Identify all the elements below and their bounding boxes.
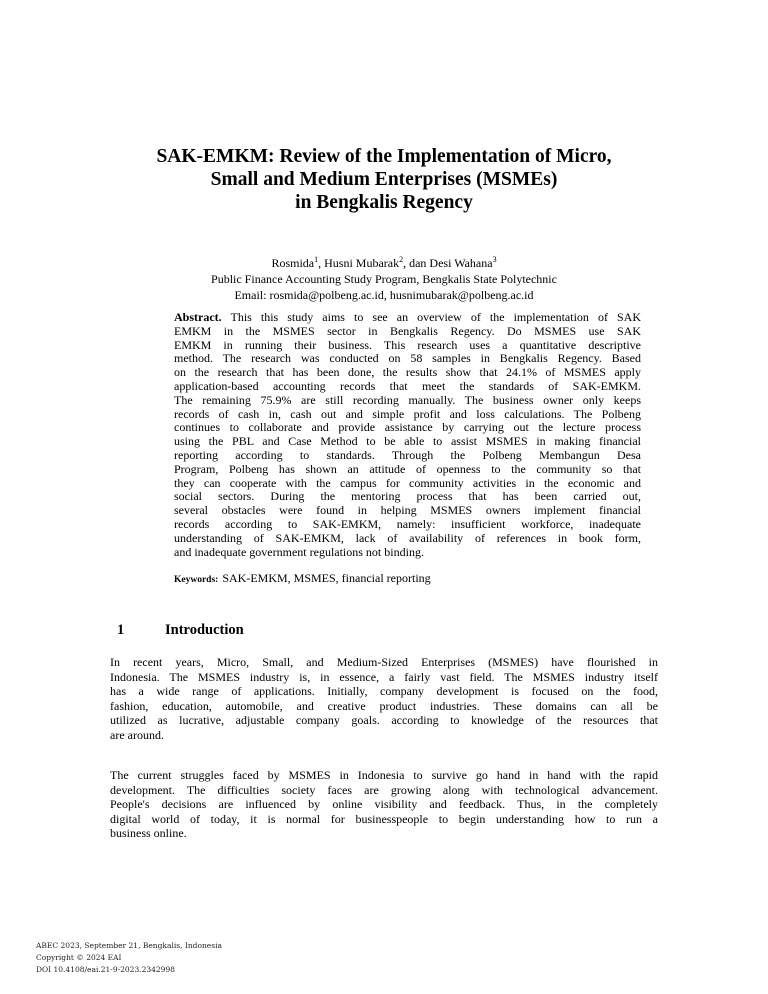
text-line: utilized as lucrative, adjustable company goals. according to knowledge of the resources that xyxy=(110,713,658,727)
text-line: several obstacles were found in helping MSMES owners implement financial xyxy=(174,504,641,518)
text-line: Indonesia. The MSMES industry is, in essence, a fairly vast field. The MSMES industry itself xyxy=(110,669,658,684)
section-heading xyxy=(117,622,244,639)
email: Email: rosmida@polbeng.ac.id, husnimubarak@polbeng.ac.id xyxy=(234,288,534,302)
text-line: reporting according to standards. Through the Polbeng Membangun Desa xyxy=(174,448,641,462)
footer-doi: DOI 10.4108/eai.21-9-2023.2342998 xyxy=(36,965,175,974)
text-line: digital world of today, it is normal for businesspeople to begin understanding how to run a xyxy=(110,811,658,826)
author: , Husni Mubarak xyxy=(318,256,400,270)
text-line: In recent years, Micro, Small, and Medium-Sized Enterprises (MSMES) have flourished in xyxy=(110,655,658,669)
text-line: understanding of SAK-EMKM, lack of availability of references in book form, xyxy=(174,531,641,545)
text-line: Program, Polbeng has shown an attitude of openness to the community so that xyxy=(174,462,641,476)
text-line: EMKM in the MSMES sector in Bengkalis Regency. Do MSMES use SAK xyxy=(174,324,641,338)
text-line: are around. xyxy=(110,727,164,742)
section-title: Introduction xyxy=(165,622,244,638)
text-line: records of cash in, cash out and simple profit and loss calculations. The Polbeng xyxy=(174,407,641,421)
text-line: application-based accounting records that meet the standards of SAK-EMKM. xyxy=(174,379,641,393)
text-line: People's decisions are influenced by online visibility and feedback. Thus, in the completely xyxy=(110,797,658,811)
title-line: Small and Medium Enterprises (MSMEs) xyxy=(210,169,558,190)
affil-mark: 1 xyxy=(314,255,319,264)
body-paragraph xyxy=(110,655,658,742)
keywords-text: SAK-EMKM, MSMES, financial reporting xyxy=(222,571,431,585)
text-line: they can cooperate with the campus for community activities in the economic and xyxy=(174,476,641,490)
paper-title xyxy=(0,145,768,214)
title-line: in Bengkalis Regency xyxy=(295,192,473,213)
text-line: using the PBL and Case Method to be able to assist MSMES in making financial xyxy=(174,435,641,449)
text-line: The current struggles faced by MSMES in Indonesia to survive go hand in hand with the rapid xyxy=(110,768,658,782)
author-block xyxy=(0,252,768,303)
body-paragraph xyxy=(110,768,658,841)
abstract-label: Abstract. xyxy=(174,311,222,324)
keywords xyxy=(174,571,431,586)
text-line: fashion, education, automobile, and creative product industries. These domains can all be xyxy=(110,698,658,713)
abstract xyxy=(174,311,641,559)
affil-mark: 3 xyxy=(492,255,497,264)
text-line: records according to SAK-EMKM, namely: insufficient workforce, inadequate xyxy=(174,517,641,531)
title-line: SAK-EMKM: Review of the Implementation of Micro, xyxy=(156,146,612,167)
text-line: continues to collaborate and provide assistance by carrying out the lecture process xyxy=(174,421,641,435)
text-line: development. The difficulties society faces are growing along with technological advancement. xyxy=(110,782,658,797)
section-number: 1 xyxy=(117,622,125,638)
text-line: business online. xyxy=(110,826,187,840)
keywords-label: Keywords: xyxy=(174,575,219,585)
author: Rosmida xyxy=(271,256,315,270)
text-line: method. The research was conducted on 58 samples in Bengkalis Regency. Based xyxy=(174,352,641,366)
footer-copyright: Copyright © 2024 EAI xyxy=(36,953,122,962)
footer xyxy=(36,940,222,976)
text-line: The remaining 75.9% are still recording manually. The business owner only keeps xyxy=(174,393,641,407)
author: , dan Desi Wahana xyxy=(403,256,493,270)
text-line xyxy=(174,311,641,325)
affiliation: Public Finance Accounting Study Program, Bengkalis State Polytechnic xyxy=(211,272,557,286)
text-line: has a wide range of applications. Initially, company development is focused on the food, xyxy=(110,684,658,698)
text-line: social sectors. During the mentoring process that has been carried out, xyxy=(174,490,641,504)
text-line: EMKM in running their business. This research uses a quantitative descriptive xyxy=(174,338,641,352)
footer-conference: ABEC 2023, September 21, Bengkalis, Indonesia xyxy=(36,941,222,950)
text-line: on the research that has been done, the results show that 24.1% of MSMES apply xyxy=(174,366,641,380)
affil-mark: 2 xyxy=(399,255,404,264)
author-names xyxy=(0,252,768,271)
text-line: and inadequate government regulations not binding. xyxy=(174,545,424,559)
text-line-content: This this study aims to see an overview of the implementation of SAK xyxy=(221,311,641,324)
